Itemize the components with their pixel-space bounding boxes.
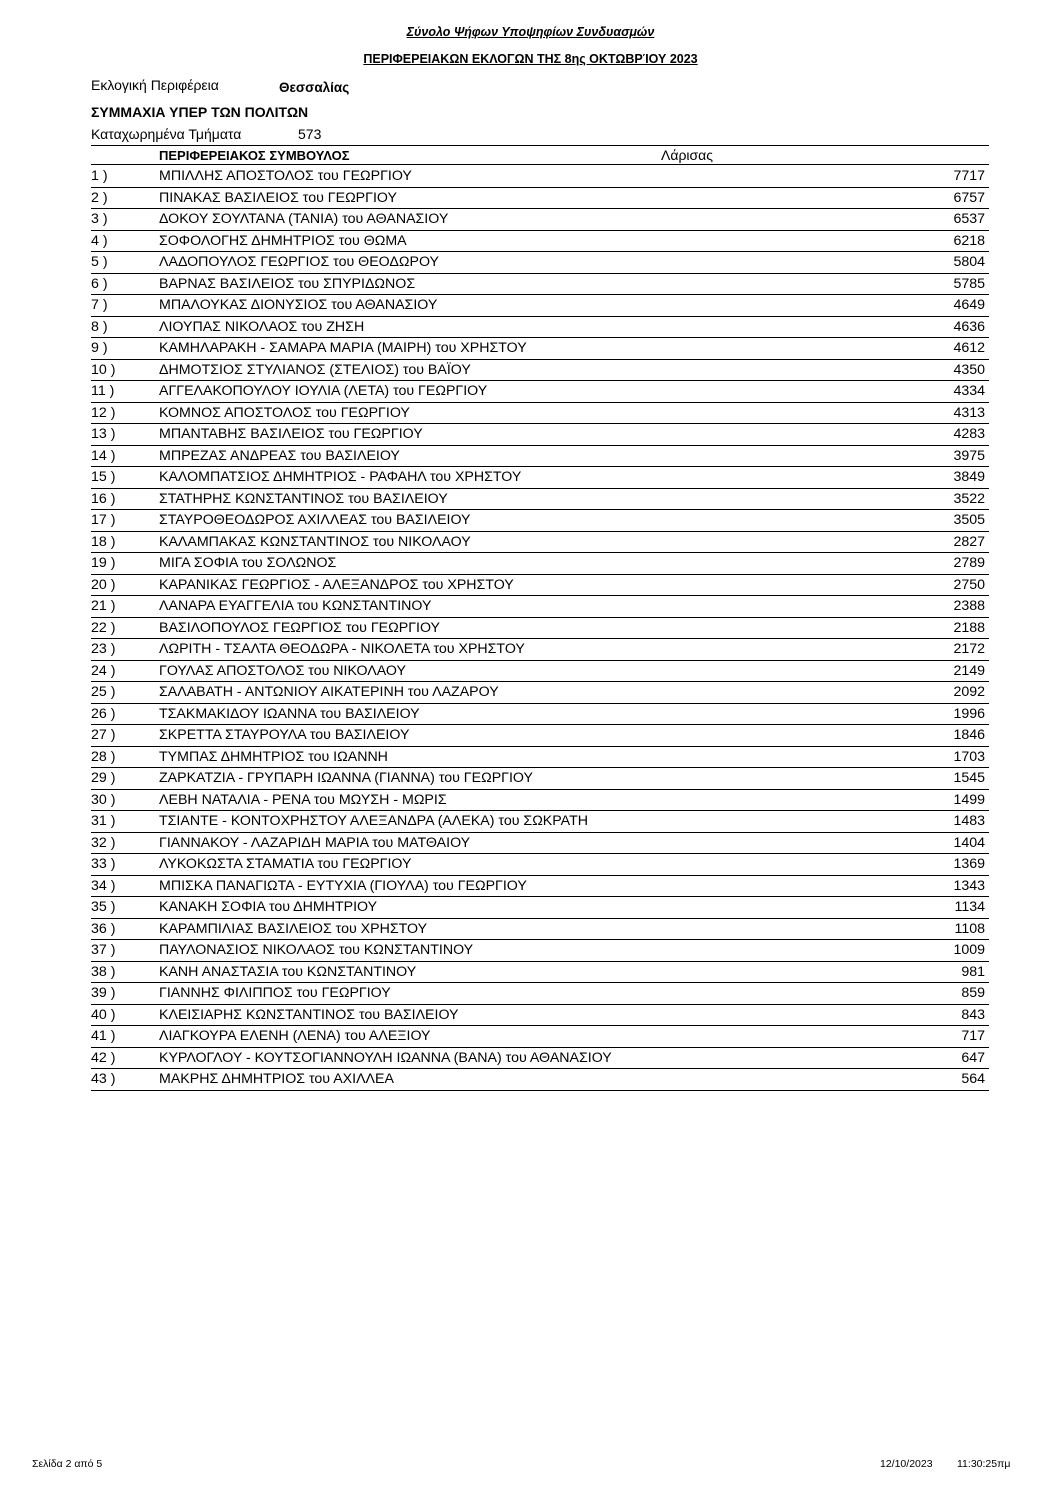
row-number: 36 ) (91, 920, 116, 937)
vote-count: 1499 (953, 791, 985, 808)
candidate-name: ΚΑΡΑΝΙΚΑΣ ΓΕΩΡΓΙΟΣ - ΑΛΕΞΑΝΔΡΟΣ του ΧΡΗΣΤΟΥ (159, 576, 514, 593)
row-number: 3 ) (91, 211, 108, 227)
row-number: 41 ) (91, 1028, 116, 1044)
candidate-name: ΜΙΓΑ ΣΟΦΙΑ του ΣΟΛΩΝΟΣ (159, 555, 337, 571)
table-row (91, 725, 989, 747)
table-row (91, 317, 989, 339)
table-row (91, 790, 989, 812)
candidate-name: ΜΠΡΕΖΑΣ ΑΝΔΡΕΑΣ του ΒΑΣΙΛΕΙΟΥ (159, 447, 400, 464)
row-number: 13 ) (91, 426, 116, 442)
row-number: 9 ) (91, 340, 108, 356)
table-row (91, 467, 989, 489)
candidate-name: ΔΟΚΟΥ ΣΟΥΛΤΑΝΑ (ΤΑΝΙΑ) του ΑΘΑΝΑΣΙΟΥ (159, 211, 449, 227)
table-row (91, 596, 989, 618)
vote-count: 1846 (953, 727, 985, 743)
vote-count: 1108 (954, 920, 985, 937)
vote-count: 6218 (953, 232, 985, 249)
vote-count: 2789 (953, 555, 985, 571)
row-number: 17 ) (91, 512, 116, 528)
candidate-name: ΜΑΚΡΗΣ ΔΗΜΗΤΡΙΟΣ του ΑΧΙΛΛΕΑ (159, 1071, 394, 1087)
table-row (91, 983, 989, 1005)
candidate-name: ΤΣΑΚΜΑΚΙΔΟΥ ΙΩΑΝΝΑ του ΒΑΣΙΛΕΙΟΥ (159, 705, 420, 722)
row-number: 8 ) (91, 318, 108, 335)
print-date: 12/10/2023 (880, 1458, 933, 1470)
region-label: Εκλογική Περιφέρεια (91, 77, 219, 93)
vote-count: 3849 (953, 469, 985, 485)
row-number: 31 ) (91, 813, 116, 829)
vote-count: 2092 (953, 684, 985, 700)
candidate-name: ΤΣΙΑΝΤΕ - ΚΟΝΤΟΧΡΗΣΤΟΥ ΑΛΕΞΑΝΔΡΑ (ΑΛΕΚΑ) του ΣΩΚΡΑΤΗ (159, 813, 588, 829)
vote-count: 4283 (953, 426, 985, 442)
row-number: 6 ) (91, 275, 108, 292)
report-title: Σύνολο Ψήφων Υποψηφίων Συνδυασμών (406, 25, 655, 39)
candidate-name: ΛΥΚΟΚΩΣΤΑ ΣΤΑΜΑΤΙΑ του ΓΕΩΡΓΙΟΥ (159, 856, 412, 872)
vote-count: 981 (961, 963, 985, 980)
table-row (91, 661, 989, 683)
candidate-name: ΑΓΓΕΛΑΚΟΠΟΥΛΟΥ ΙΟΥΛΙΑ (ΛΕΤΑ) του ΓΕΩΡΓΙΟΥ (159, 383, 488, 399)
vote-count: 717 (961, 1028, 985, 1044)
page-number: Σελίδα 2 από 5 (32, 1458, 103, 1470)
candidate-name: ΣΑΛΑΒΑΤΗ - ΑΝΤΩΝΙΟΥ ΑΙΚΑΤΕΡΙΝΗ του ΛΑΖΑΡΟΥ (159, 684, 499, 700)
row-number: 5 ) (91, 254, 108, 270)
column-header-candidate: ΠΕΡΙΦΕΡΕΙΑΚΟΣ ΣΥΜΒΟΥΛΟΣ (159, 148, 350, 163)
table-row (91, 274, 989, 296)
vote-count: 4636 (953, 318, 985, 335)
vote-count: 1545 (953, 770, 985, 786)
row-number: 11 ) (91, 383, 115, 399)
print-time: 11:30:25πμ (957, 1458, 1011, 1470)
table-row (91, 1048, 989, 1070)
row-number: 42 ) (91, 1049, 116, 1066)
table-row (91, 940, 989, 962)
table-row (91, 962, 989, 984)
row-number: 28 ) (91, 748, 116, 765)
table-row (91, 897, 989, 919)
table-row (91, 811, 989, 833)
row-number: 15 ) (91, 469, 116, 485)
row-number: 16 ) (91, 490, 116, 507)
table-row (91, 446, 989, 468)
vote-count: 2750 (953, 576, 985, 593)
row-number: 32 ) (91, 834, 116, 851)
candidate-name: ΚΑΛΟΜΠΑΤΣΙΟΣ ΔΗΜΗΤΡΙΟΣ - ΡΑΦΑΗΛ του ΧΡΗΣΤΟΥ (159, 469, 522, 485)
candidate-name: ΛΙΑΓΚΟΥΡΑ ΕΛΕΝΗ (ΛΕΝΑ) του ΑΛΕΞΙΟΥ (159, 1028, 431, 1044)
table-row (91, 424, 989, 446)
candidate-table (91, 166, 989, 1091)
region-value: Θεσσαλίας (279, 80, 350, 95)
row-number: 12 ) (91, 404, 116, 421)
candidate-name: ΚΑΛΑΜΠΑΚΑΣ ΚΩΝΣΤΑΝΤΙΝΟΣ του ΝΙΚΟΛΑΟΥ (159, 533, 471, 550)
table-row (91, 747, 989, 769)
row-number: 10 ) (91, 361, 116, 378)
vote-count: 647 (961, 1049, 985, 1066)
candidate-name: ΚΑΝΑΚΗ ΣΟΦΙΑ του ΔΗΜΗΤΡΙΟΥ (159, 899, 378, 915)
row-number: 4 ) (91, 232, 108, 249)
row-number: 2 ) (91, 189, 108, 206)
table-row (91, 1026, 989, 1048)
vote-count: 2188 (953, 619, 985, 636)
table-row (91, 295, 989, 317)
row-number: 35 ) (91, 899, 116, 915)
vote-count: 1996 (953, 705, 985, 722)
wards-label: Καταχωρημένα Τμήματα (91, 126, 242, 142)
row-number: 40 ) (91, 1006, 116, 1023)
row-number: 22 ) (91, 619, 116, 636)
candidate-name: ΛΩΡΙΤΗ - ΤΣΑΛΤΑ ΘΕΟΔΩΡΑ - ΝΙΚΟΛΕΤΑ του ΧΡΗΣΤΟΥ (159, 641, 525, 657)
vote-count: 1703 (953, 748, 985, 765)
row-number: 39 ) (91, 985, 116, 1001)
vote-count: 3975 (953, 447, 985, 464)
vote-count: 4612 (953, 340, 985, 356)
vote-count: 5785 (953, 275, 985, 292)
candidate-name: ΚΥΡΛΟΓΛΟΥ - ΚΟΥΤΣΟΓΙΑΝΝΟΥΛΗ ΙΩΑΝΝΑ (ΒΑΝΑ) του ΑΘΑΝΑΣΙΟΥ (159, 1049, 612, 1066)
candidate-name: ΛΙΟΥΠΑΣ ΝΙΚΟΛΑΟΣ του ΖΗΣΗ (159, 318, 365, 335)
candidate-name: ΜΠΙΣΚΑ ΠΑΝΑΓΙΩΤΑ - ΕΥΤΥΧΙΑ (ΓΙΟΥΛΑ) του ΓΕΩΡΓΙΟΥ (159, 877, 527, 894)
table-row (91, 854, 989, 876)
candidate-name: ΒΑΣΙΛΟΠΟΥΛΟΣ ΓΕΩΡΓΙΟΣ του ΓΕΩΡΓΙΟΥ (159, 619, 440, 636)
candidate-name: ΠΑΥΛΟΝΑΣΙΟΣ ΝΙΚΟΛΑΟΣ του ΚΩΝΣΤΑΝΤΙΝΟΥ (159, 942, 474, 958)
vote-count: 3522 (953, 490, 985, 507)
table-row (91, 209, 989, 231)
vote-count: 6537 (953, 211, 985, 227)
table-row (91, 919, 989, 941)
row-number: 18 ) (91, 533, 116, 550)
candidate-name: ΔΗΜΟΤΣΙΟΣ ΣΤΥΛΙΑΝΟΣ (ΣΤΕΛΙΟΣ) του ΒΑΪΟΥ (159, 361, 471, 378)
vote-count: 1343 (953, 877, 985, 894)
candidate-name: ΣΚΡΕΤΤΑ ΣΤΑΥΡΟΥΛΑ του ΒΑΣΙΛΕΙΟΥ (159, 727, 410, 743)
candidate-name: ΛΑΔΟΠΟΥΛΟΣ ΓΕΩΡΓΙΟΣ του ΘΕΟΔΩΡΟΥ (159, 254, 439, 270)
vote-count: 4649 (953, 297, 985, 313)
candidate-name: ΠΙΝΑΚΑΣ ΒΑΣΙΛΕΙΟΣ του ΓΕΩΡΓΙΟΥ (159, 189, 397, 206)
vote-count: 1369 (953, 856, 985, 872)
vote-count: 2149 (953, 662, 985, 679)
table-row (91, 381, 989, 403)
vote-count: 564 (961, 1071, 985, 1087)
table-row (91, 532, 989, 554)
candidate-name: ΚΑΡΑΜΠΙΛΙΑΣ ΒΑΣΙΛΕΙΟΣ του ΧΡΗΣΤΟΥ (159, 920, 428, 937)
table-row (91, 252, 989, 274)
table-row (91, 833, 989, 855)
row-number: 19 ) (91, 555, 116, 571)
row-number: 7 ) (91, 297, 108, 313)
row-number: 26 ) (91, 705, 116, 722)
table-row (91, 231, 989, 253)
vote-count: 4313 (953, 404, 985, 421)
row-number: 20 ) (91, 576, 116, 593)
vote-count: 1009 (953, 942, 985, 958)
vote-count: 4350 (953, 361, 985, 378)
row-number: 29 ) (91, 770, 116, 786)
table-row (91, 553, 989, 575)
table-row (91, 510, 989, 532)
table-row (91, 188, 989, 210)
candidate-name: ΤΥΜΠΑΣ ΔΗΜΗΤΡΙΟΣ του ΙΩΑΝΝΗ (159, 748, 388, 765)
table-row (91, 575, 989, 597)
table-row (91, 360, 989, 382)
table-row (91, 618, 989, 640)
table-row (91, 1005, 989, 1027)
report-subtitle: ΠΕΡΙΦΕΡΕΙΑΚΩΝ ΕΚΛΟΓΩΝ ΤΗΣ 8ης ΟΚΤΩΒΡΊΟΥ 2023 (363, 52, 698, 66)
vote-count: 2388 (953, 598, 985, 614)
vote-count: 3505 (953, 512, 985, 528)
wards-value: 573 (298, 126, 322, 142)
table-header (91, 145, 989, 165)
vote-count: 1483 (953, 813, 985, 829)
table-row (91, 338, 989, 360)
table-row (91, 489, 989, 511)
row-number: 23 ) (91, 641, 116, 657)
row-number: 33 ) (91, 856, 116, 872)
candidate-name: ΒΑΡΝΑΣ ΒΑΣΙΛΕΙΟΣ του ΣΠΥΡΙΔΩΝΟΣ (159, 275, 416, 292)
candidate-name: ΛΕΒΗ ΝΑΤΑΛΙΑ - ΡΕΝΑ του ΜΩΥΣΗ - ΜΩΡΙΣ (159, 791, 447, 808)
candidate-name: ΓΟΥΛΑΣ ΑΠΟΣΤΟΛΟΣ του ΝΙΚΟΛΑΟΥ (159, 662, 406, 679)
candidate-name: ΣΤΑΤΗΡΗΣ ΚΩΝΣΤΑΝΤΙΝΟΣ του ΒΑΣΙΛΕΙΟΥ (159, 490, 448, 507)
vote-count: 1404 (953, 834, 985, 851)
row-number: 25 ) (91, 684, 116, 700)
table-row (91, 704, 989, 726)
candidate-name: ΚΛΕΙΣΙΑΡΗΣ ΚΩΝΣΤΑΝΤΙΝΟΣ του ΒΑΣΙΛΕΙΟΥ (159, 1006, 459, 1023)
table-row (91, 682, 989, 704)
vote-count: 2172 (953, 641, 985, 657)
column-header-area: Λάρισας (661, 147, 714, 163)
row-number: 14 ) (91, 447, 116, 464)
row-number: 1 ) (91, 168, 108, 184)
row-number: 43 ) (91, 1071, 116, 1087)
candidate-name: ΜΠΑΛΟΥΚΑΣ ΔΙΟΝΥΣΙΟΣ του ΑΘΑΝΑΣΙΟΥ (159, 297, 438, 313)
candidate-name: ΖΑΡΚΑΤΖΙΑ - ΓΡΥΠΑΡΗ ΙΩΑΝΝΑ (ΓΙΑΝΝΑ) του ΓΕΩΡΓΙΟΥ (159, 770, 533, 786)
table-row (91, 166, 989, 188)
candidate-name: ΜΠΑΝΤΑΒΗΣ ΒΑΣΙΛΕΙΟΣ του ΓΕΩΡΓΙΟΥ (159, 426, 423, 442)
candidate-name: ΣΤΑΥΡΟΘΕΟΔΩΡΟΣ ΑΧΙΛΛΕΑΣ του ΒΑΣΙΛΕΙΟΥ (159, 512, 471, 528)
table-row (91, 768, 989, 790)
vote-count: 2827 (953, 533, 985, 550)
row-number: 34 ) (91, 877, 116, 894)
vote-count: 843 (961, 1006, 985, 1023)
vote-count: 4334 (953, 383, 985, 399)
row-number: 24 ) (91, 662, 116, 679)
candidate-name: ΚΑΝΗ ΑΝΑΣΤΑΣΙΑ του ΚΩΝΣΤΑΝΤΙΝΟΥ (159, 963, 417, 980)
candidate-name: ΜΠΙΛΛΗΣ ΑΠΟΣΤΟΛΟΣ του ΓΕΩΡΓΙΟΥ (159, 168, 412, 184)
party-name: ΣΥΜΜΑΧΙΑ ΥΠΕΡ ΤΩΝ ΠΟΛΙΤΩΝ (91, 104, 309, 120)
row-number: 37 ) (91, 942, 116, 958)
row-number: 30 ) (91, 791, 116, 808)
candidate-name: ΚΟΜΝΟΣ ΑΠΟΣΤΟΛΟΣ του ΓΕΩΡΓΙΟΥ (159, 404, 410, 421)
vote-count: 1134 (954, 899, 985, 915)
vote-count: 5804 (953, 254, 985, 270)
row-number: 27 ) (91, 727, 116, 743)
table-row (91, 639, 989, 661)
candidate-name: ΣΟΦΟΛΟΓΗΣ ΔΗΜΗΤΡΙΟΣ του ΘΩΜΑ (159, 232, 407, 249)
candidate-name: ΚΑΜΗΛΑΡΑΚΗ - ΣΑΜΑΡΑ ΜΑΡΙΑ (ΜΑΙΡΗ) του ΧΡΗΣΤΟΥ (159, 340, 527, 356)
table-row (91, 876, 989, 898)
candidate-name: ΓΙΑΝΝΑΚΟΥ - ΛΑΖΑΡΙΔΗ ΜΑΡΙΑ του ΜΑΤΘΑΙΟΥ (159, 834, 471, 851)
vote-count: 859 (961, 985, 985, 1001)
row-number: 38 ) (91, 963, 116, 980)
table-row (91, 1069, 989, 1091)
table-row (91, 403, 989, 425)
row-number: 21 ) (91, 598, 116, 614)
vote-count: 7717 (953, 168, 985, 184)
candidate-name: ΓΙΑΝΝΗΣ ΦΙΛΙΠΠΟΣ του ΓΕΩΡΓΙΟΥ (159, 985, 391, 1001)
vote-count: 6757 (953, 189, 985, 206)
candidate-name: ΛΑΝΑΡΑ ΕΥΑΓΓΕΛΙΑ του ΚΩΝΣΤΑΝΤΙΝΟΥ (159, 598, 432, 614)
